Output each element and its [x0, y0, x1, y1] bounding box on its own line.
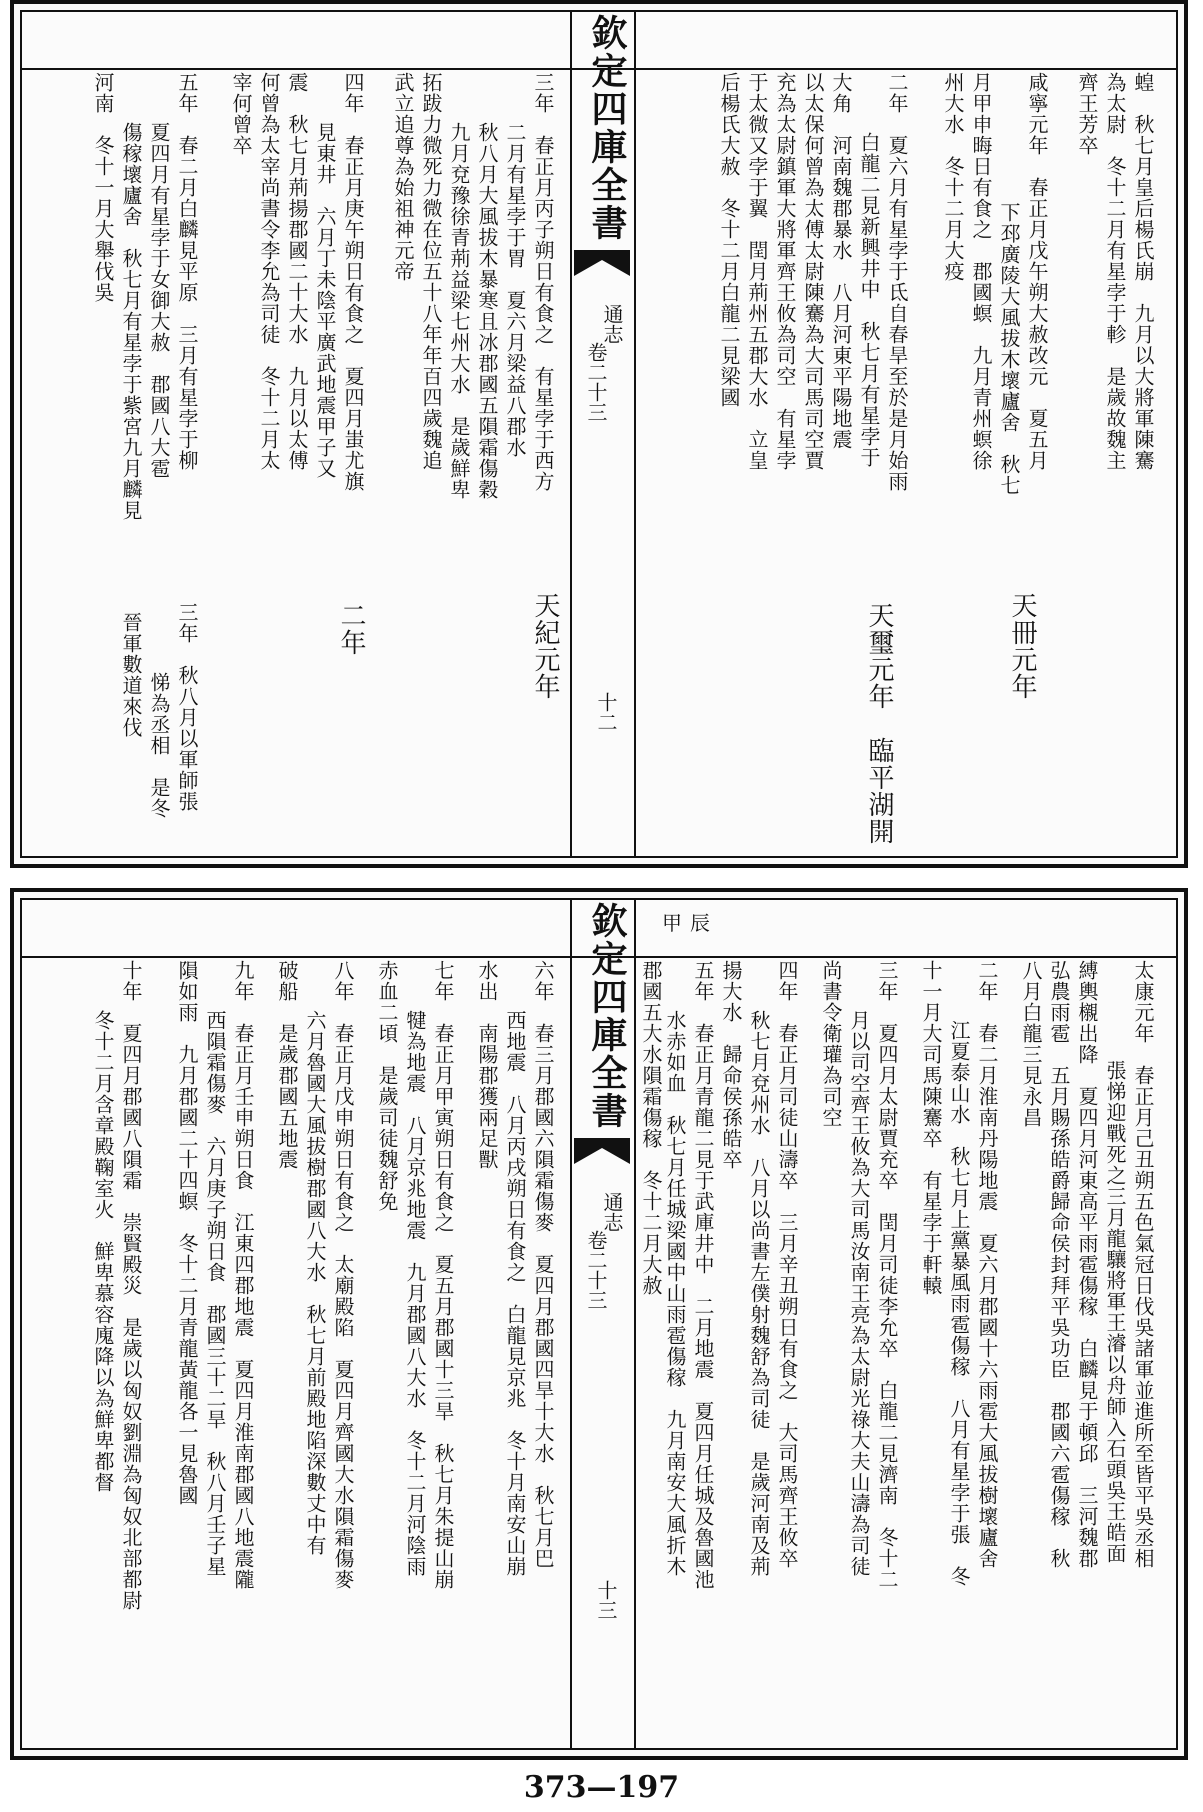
text-column: 十一月大司馬陳騫卒 有星孛于軒轅: [919, 960, 943, 1296]
gutter-rule-left: [570, 900, 572, 1748]
text-column: 七年 春正月甲寅朔日有食之 夏五月郡國十三旱 秋七月朱提山崩: [431, 960, 455, 1590]
text-column: 悌為丞相 是冬: [147, 672, 171, 819]
text-column: 咸寧元年 春正月戊午朔大赦改元 夏五月: [1025, 72, 1049, 471]
text-column: 何曾為太宰尚書令李允為司徒 冬十二月太: [257, 72, 281, 471]
text-column: 九月兗豫徐青荊益梁七州大水 是歲鮮卑: [447, 122, 471, 500]
text-column: 八月白龍三見永昌: [1019, 960, 1043, 1128]
volume-label: 通志: [600, 304, 624, 344]
book-title: 欽定四庫全書: [586, 902, 628, 1130]
text-column: 充為太尉鎮軍大將軍齊王攸為司空 有星孛: [773, 72, 797, 471]
text-column: 赤血二頃 是歲司徒魏舒免: [375, 960, 399, 1212]
text-column: 秋八月大風拔木暴寒且冰郡國五隕霜傷穀: [475, 122, 499, 500]
text-column: 傷稼壞廬舍 秋七月有星孛于紫宮九月麟見: [119, 122, 143, 521]
text-column: 尚書令衛瓘為司空: [819, 960, 843, 1128]
text-column: 為太尉 冬十二月有星孛于軫 是歲故魏主: [1103, 72, 1127, 471]
text-column: 六月魯國大風拔樹郡國八大水 秋七月前殿地陷深數丈中有: [303, 1010, 327, 1556]
text-column: 見東井 六月丁未陰平廣武地震甲子又: [313, 122, 337, 479]
era-heading: 天璽元年 臨平湖開: [864, 602, 894, 845]
text-column: 九年 春正月壬申朔日食 江東四郡地震 夏四月淮南郡國八地震隴: [231, 960, 255, 1590]
text-column: 冬十二月含章殿鞠室火 鮮卑慕容廆降以為鮮卑都督: [91, 1010, 115, 1493]
text-column: 拓跋力微死力微在位五十八年年百四歲魏追: [419, 72, 443, 471]
text-column: 八年 春正月戊申朔日有食之 太廟殿陷 夏四月齊國大水隕霜傷麥: [331, 960, 355, 1590]
text-column: 十年 夏四月郡國八隕霜 崇賢殿災 是歲以匈奴劉淵為匈奴北部都尉: [119, 960, 143, 1611]
text-column: 月甲申晦日有食之 郡國螟 九月青州螟徐: [969, 72, 993, 471]
era-heading: 三年 秋八月以軍師張: [175, 602, 199, 812]
text-column: 于太微又孛于翼 閏月荊州五郡大水 立皇: [745, 72, 769, 471]
text-column: 二月有星孛于胃 夏六月梁益八郡水: [503, 122, 527, 458]
footer-page-number: 373—197: [523, 1770, 680, 1805]
text-column: 西地震 八月丙戌朔日有食之 白龍見京兆 冬十月南安山崩: [503, 1010, 527, 1577]
text-column: 西隕霜傷麥 六月庚子朔日食 郡國三十二旱 秋八月壬子星: [203, 1010, 227, 1577]
text-column: 弘農雨雹 五月賜孫皓爵歸命侯封拜平吳功臣 郡國六雹傷稼 秋: [1047, 960, 1071, 1569]
text-column: 隕如雨 九月郡國二十四螟 冬十二月青龍黃龍各一見魯國: [175, 960, 199, 1506]
chapter-label: 卷二十三: [584, 1230, 608, 1310]
text-column: 揚大水 歸命侯孫皓卒: [719, 960, 743, 1170]
text-column: 三年 春正月丙子朔日有食之 有星孛于西方: [531, 72, 555, 492]
text-column: 犍為地震 八月京兆地震 九月郡國八大水 冬十二月河陰雨: [403, 1010, 427, 1577]
text-column: 郡國五大水隕霜傷稼 冬十二月大赦: [639, 960, 663, 1296]
text-column: 太康元年 春正月己丑朔五色氣冠日伐吳諸軍並進所至皆平吳丞相: [1131, 960, 1155, 1569]
text-column: 四年 春正月庚午朔日有食之 夏四月蚩尤旗: [341, 72, 365, 492]
text-column: 震 秋七月荊揚郡國二十大水 九月以太傅: [285, 72, 309, 471]
gutter-rule-right: [634, 12, 636, 856]
era-heading: 天紀元年: [530, 592, 560, 700]
text-column: 五年 春二月白麟見平原 三月有星孛于柳: [175, 72, 199, 471]
book-title: 欽定四庫全書: [586, 14, 628, 242]
text-column: 白龍二見新興井中 秋七月有星孛于: [857, 132, 881, 468]
text-column: 月以司空齊王攸為大司馬汝南王亮為太尉光祿大夫山濤為司徒: [847, 1010, 871, 1577]
text-column: 五年 春正月青龍二見于武庫井中 二月地震 夏四月任城及魯國池: [691, 960, 715, 1590]
text-column: 四年 春正月司徒山濤卒 三月辛丑朔日有食之 大司馬齊王攸卒: [775, 960, 799, 1569]
text-column: 武立追尊為始祖神元帝: [391, 72, 415, 282]
text-column: 二年 春二月淮南丹陽地震 夏六月郡國十六雨雹大風拔樹壞廬舍: [975, 960, 999, 1569]
bottom-page: [10, 888, 1188, 1760]
top-page-frame: [20, 10, 1178, 858]
text-column: 齊王芳卒: [1075, 72, 1099, 156]
text-column: 州大水 冬十二月大疫: [941, 72, 965, 282]
page-number: 十三: [594, 1580, 618, 1620]
volume-label: 通志: [600, 1192, 624, 1232]
text-column: 三年 夏四月太尉賈充卒 閏月司徒李允卒 白龍二見濟南 冬十二: [875, 960, 899, 1590]
bottom-page-frame: [20, 898, 1178, 1750]
text-column: 大角 河南魏郡暴水 八月河東平陽地震: [829, 72, 853, 450]
text-column: 破船 是歲郡國五地震: [275, 960, 299, 1170]
era-heading: 天冊元年: [1007, 592, 1037, 700]
text-column: 縛輿櫬出降 夏四月河東高平雨雹傷稼 白麟見于頓邱 三河魏郡: [1075, 960, 1099, 1569]
text-column: 水赤如血 秋七月任城梁國中山雨雹傷稼 九月南安大風折木: [663, 1010, 687, 1577]
text-column: 宰何曾卒: [229, 72, 253, 156]
text-column: 二年 夏六月有星孛于氐自春旱至於是月始雨: [885, 72, 909, 492]
text-column: 夏四月有星孛于女御大赦 郡國八大雹: [147, 122, 171, 479]
text-column: 以太保何曾為太傅太尉陳騫為大司馬司空賈: [801, 72, 825, 471]
text-column: 六年 春三月郡國六隕霜傷麥 夏四月郡國四旱十大水 秋七月巴: [531, 960, 555, 1569]
page-number: 十二: [594, 692, 618, 732]
text-column: 晉軍數道來伐: [119, 612, 143, 738]
cyclical-label: 甲辰: [662, 911, 718, 935]
top-page: [10, 0, 1188, 868]
text-column: 河南 冬十一月大舉伐吳: [91, 72, 115, 303]
text-column: 江夏泰山水 秋七月上黨暴風雨雹傷稼 八月有星孛于張 冬: [947, 1020, 971, 1587]
text-column: 張悌迎戰死之三月龍驤將軍王濬以舟師入石頭吳王皓面: [1103, 1060, 1127, 1564]
text-column: 蝗 秋七月皇后楊氏崩 九月以大將軍陳騫: [1131, 72, 1155, 471]
fishtail-mark: [574, 1138, 630, 1164]
text-column: 下邳廣陵大風拔木壞廬舍 秋七: [997, 202, 1021, 496]
era-heading: 二年: [336, 602, 366, 656]
gutter-rule-left: [570, 12, 572, 856]
gutter-rule-right: [634, 900, 636, 1748]
text-column: 水出 南陽郡獲兩足獸: [475, 960, 499, 1170]
text-column: 后楊氏大赦 冬十二月白龍二見梁國: [717, 72, 741, 408]
chapter-label: 卷二十三: [584, 342, 608, 422]
text-column: 秋七月兗州水 八月以尚書左僕射魏舒為司徒 是歲河南及荊: [747, 1010, 771, 1577]
fishtail-mark: [574, 250, 630, 276]
